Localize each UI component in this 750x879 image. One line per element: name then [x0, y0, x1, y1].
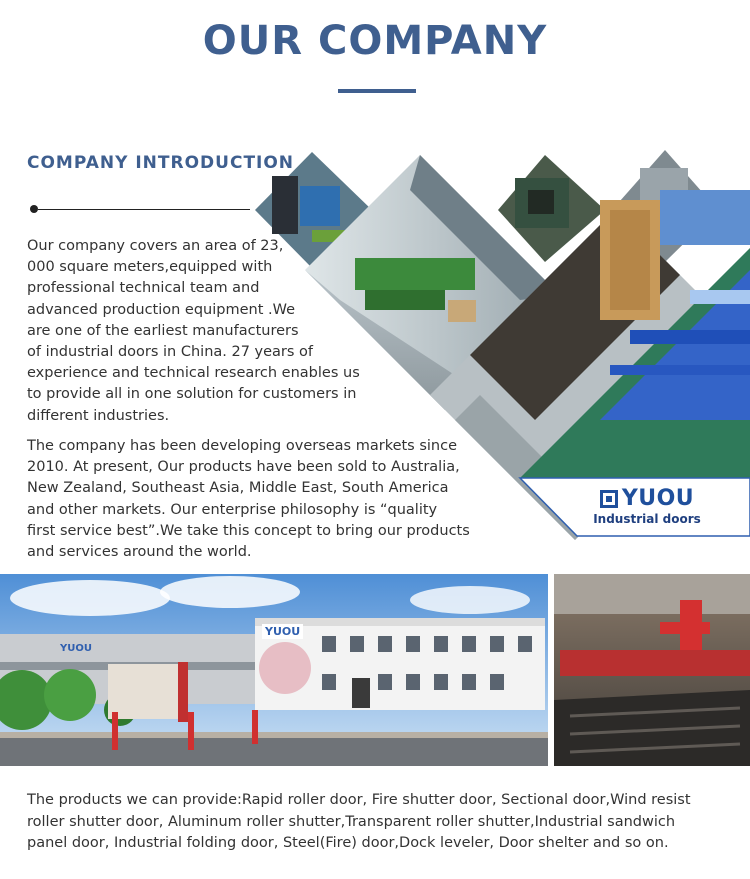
products-line: panel door, Industrial folding door, Steel(Fire) door,Dock leveler, Door shelter and so on.: [27, 835, 669, 851]
page-title: OUR COMPANY: [202, 18, 548, 64]
markets-line: first service best”.We take this concept to bring our products: [27, 522, 470, 539]
markets-line: New Zealand, Southeast Asia, Middle East, South America: [27, 480, 449, 497]
intro-line: different industries.: [27, 407, 170, 424]
intro-line: to provide all in one solution for customers in: [27, 386, 357, 403]
intro-line: experience and technical research enables us: [27, 365, 360, 382]
markets-line: and services around the world.: [27, 544, 252, 561]
intro-paragraph: [27, 236, 377, 427]
intro-line: are one of the earliest manufacturers: [27, 322, 299, 339]
factory-sign: YUOU: [60, 643, 92, 654]
logo-brand: YUOU: [621, 486, 695, 511]
welding-robot-photo: [554, 574, 750, 766]
logo-mark-icon: [600, 490, 618, 508]
heading-dot: [30, 205, 38, 213]
intro-line: Our company covers an area of 23,: [27, 238, 284, 254]
intro-line: of industrial doors in China. 27 years of: [27, 344, 314, 361]
products-line: The products we can provide:Rapid roller door, Fire shutter door, Sectional door,Wind resist: [27, 792, 691, 808]
products-line: roller shutter door, Aluminum roller shutter,Transparent roller shutter,Industrial sandwich: [27, 813, 676, 830]
heading-divider: [38, 209, 250, 210]
building-sign: YUOU: [262, 624, 303, 639]
markets-paragraph: [27, 436, 497, 563]
section-heading: COMPANY INTRODUCTION: [27, 153, 295, 173]
products-paragraph: [27, 790, 727, 855]
markets-line: and other markets. Our enterprise philosophy is “quality: [27, 501, 438, 518]
logo-tagline: Industrial doors: [593, 512, 701, 526]
intro-line: professional technical team and: [27, 280, 260, 297]
intro-line: advanced production equipment .We: [27, 301, 296, 318]
markets-line: The company has been developing overseas markets since: [27, 438, 458, 454]
markets-line: 2010. At present, Our products have been sold to Australia,: [27, 459, 460, 476]
yuou-logo: [562, 486, 732, 532]
intro-line: 000 square meters,equipped with: [27, 259, 273, 276]
factory-building-photo: [0, 574, 548, 766]
